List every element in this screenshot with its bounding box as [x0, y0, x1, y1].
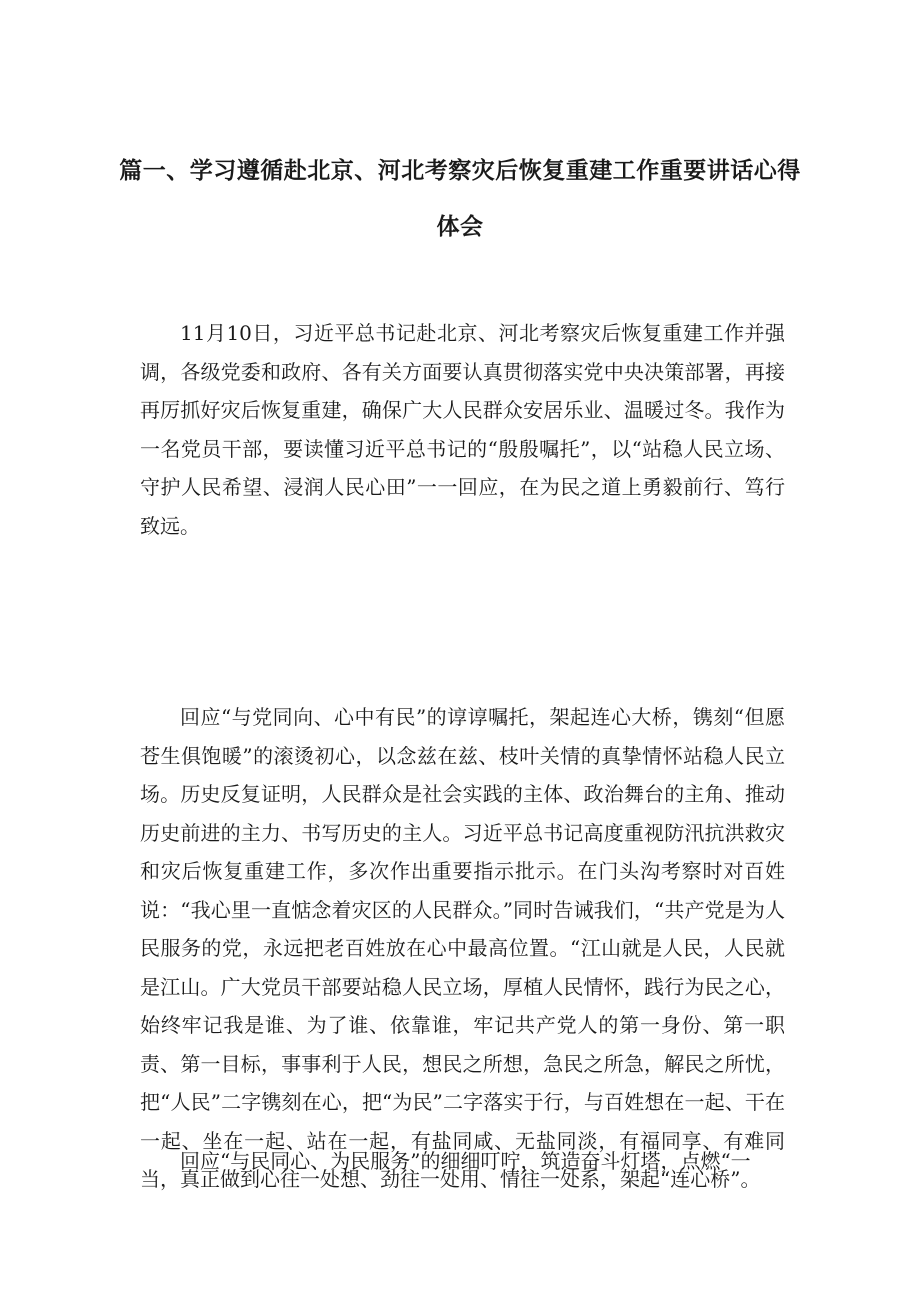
body-paragraph: 回应“与党同向、心中有民”的谆谆嘱托，架起连心大桥，镌刻“但愿苍生俱饱暖”的滚烫初心，以念兹在兹、枝叶关情的真挚情怀站稳人民立场。历史反复证明，人民群众是社会实践的主体、政治舞台的主角、推动历史前进的主力、书写历史的主人。习近平总书记高度重视防汛抗洪救灾和灾后恢复重建工作，多次作出重要指示批示。在门头沟考察时对百姓说：“我心里一直惦念着灾区的人民群众。”同时告诫我们，“共产党是为人民服务的党，永远把老百姓放在心中最高位置。“江山就是人民，人民就是江山。广大党员干部要站稳人民立场，厚植人民情怀，践行为民之心，始终牢记我是谁、为了谁、依靠谁，牢记共产党人的第一身份、第一职责、第一目标，事事利于人民，想民之所想，急民之所急，解民之所忧，把“人民”二字镌刻在心，把“为民”二字落实于行，与百姓想在一起、干在一起、坐在一起、站在一起，有盐同咸、无盐同淡，有福同享、有难同当，真正做到心往一处想、劲往一处用、情往一处系，架起“连心桥”。: [140, 705, 785, 1191]
body-paragraph: 回应“与民同心、为民服务”的细细叮咛，筑造奋斗灯塔，点燃“一: [180, 1149, 751, 1173]
body-paragraph-3-block: [140, 1142, 785, 1181]
document-title-line-2: 体会: [436, 214, 484, 240]
body-paragraph: 11月10日，习近平总书记赴北京、河北考察灾后恢复重建工作并强调，各级党委和政府、各有关方面要认真贯彻落实党中央决策部署，再接再厉抓好灾后恢复重建，确保广大人民群众安居乐业、温暖过冬。我作为一名党员干部，要读懂习近平总书记的“殷殷嘱托”，以“站稳人民立场、守护人民希望、浸润人民心田”一一回应，在为民之道上勇毅前行、笃行致远。: [140, 321, 785, 538]
document-title-line-1: 篇一、学习遵循赴北京、河北考察灾后恢复重建工作重要讲话心得: [119, 158, 801, 184]
body-paragraph-2-block: [140, 698, 785, 1199]
body-paragraph-1-block: [140, 314, 785, 545]
